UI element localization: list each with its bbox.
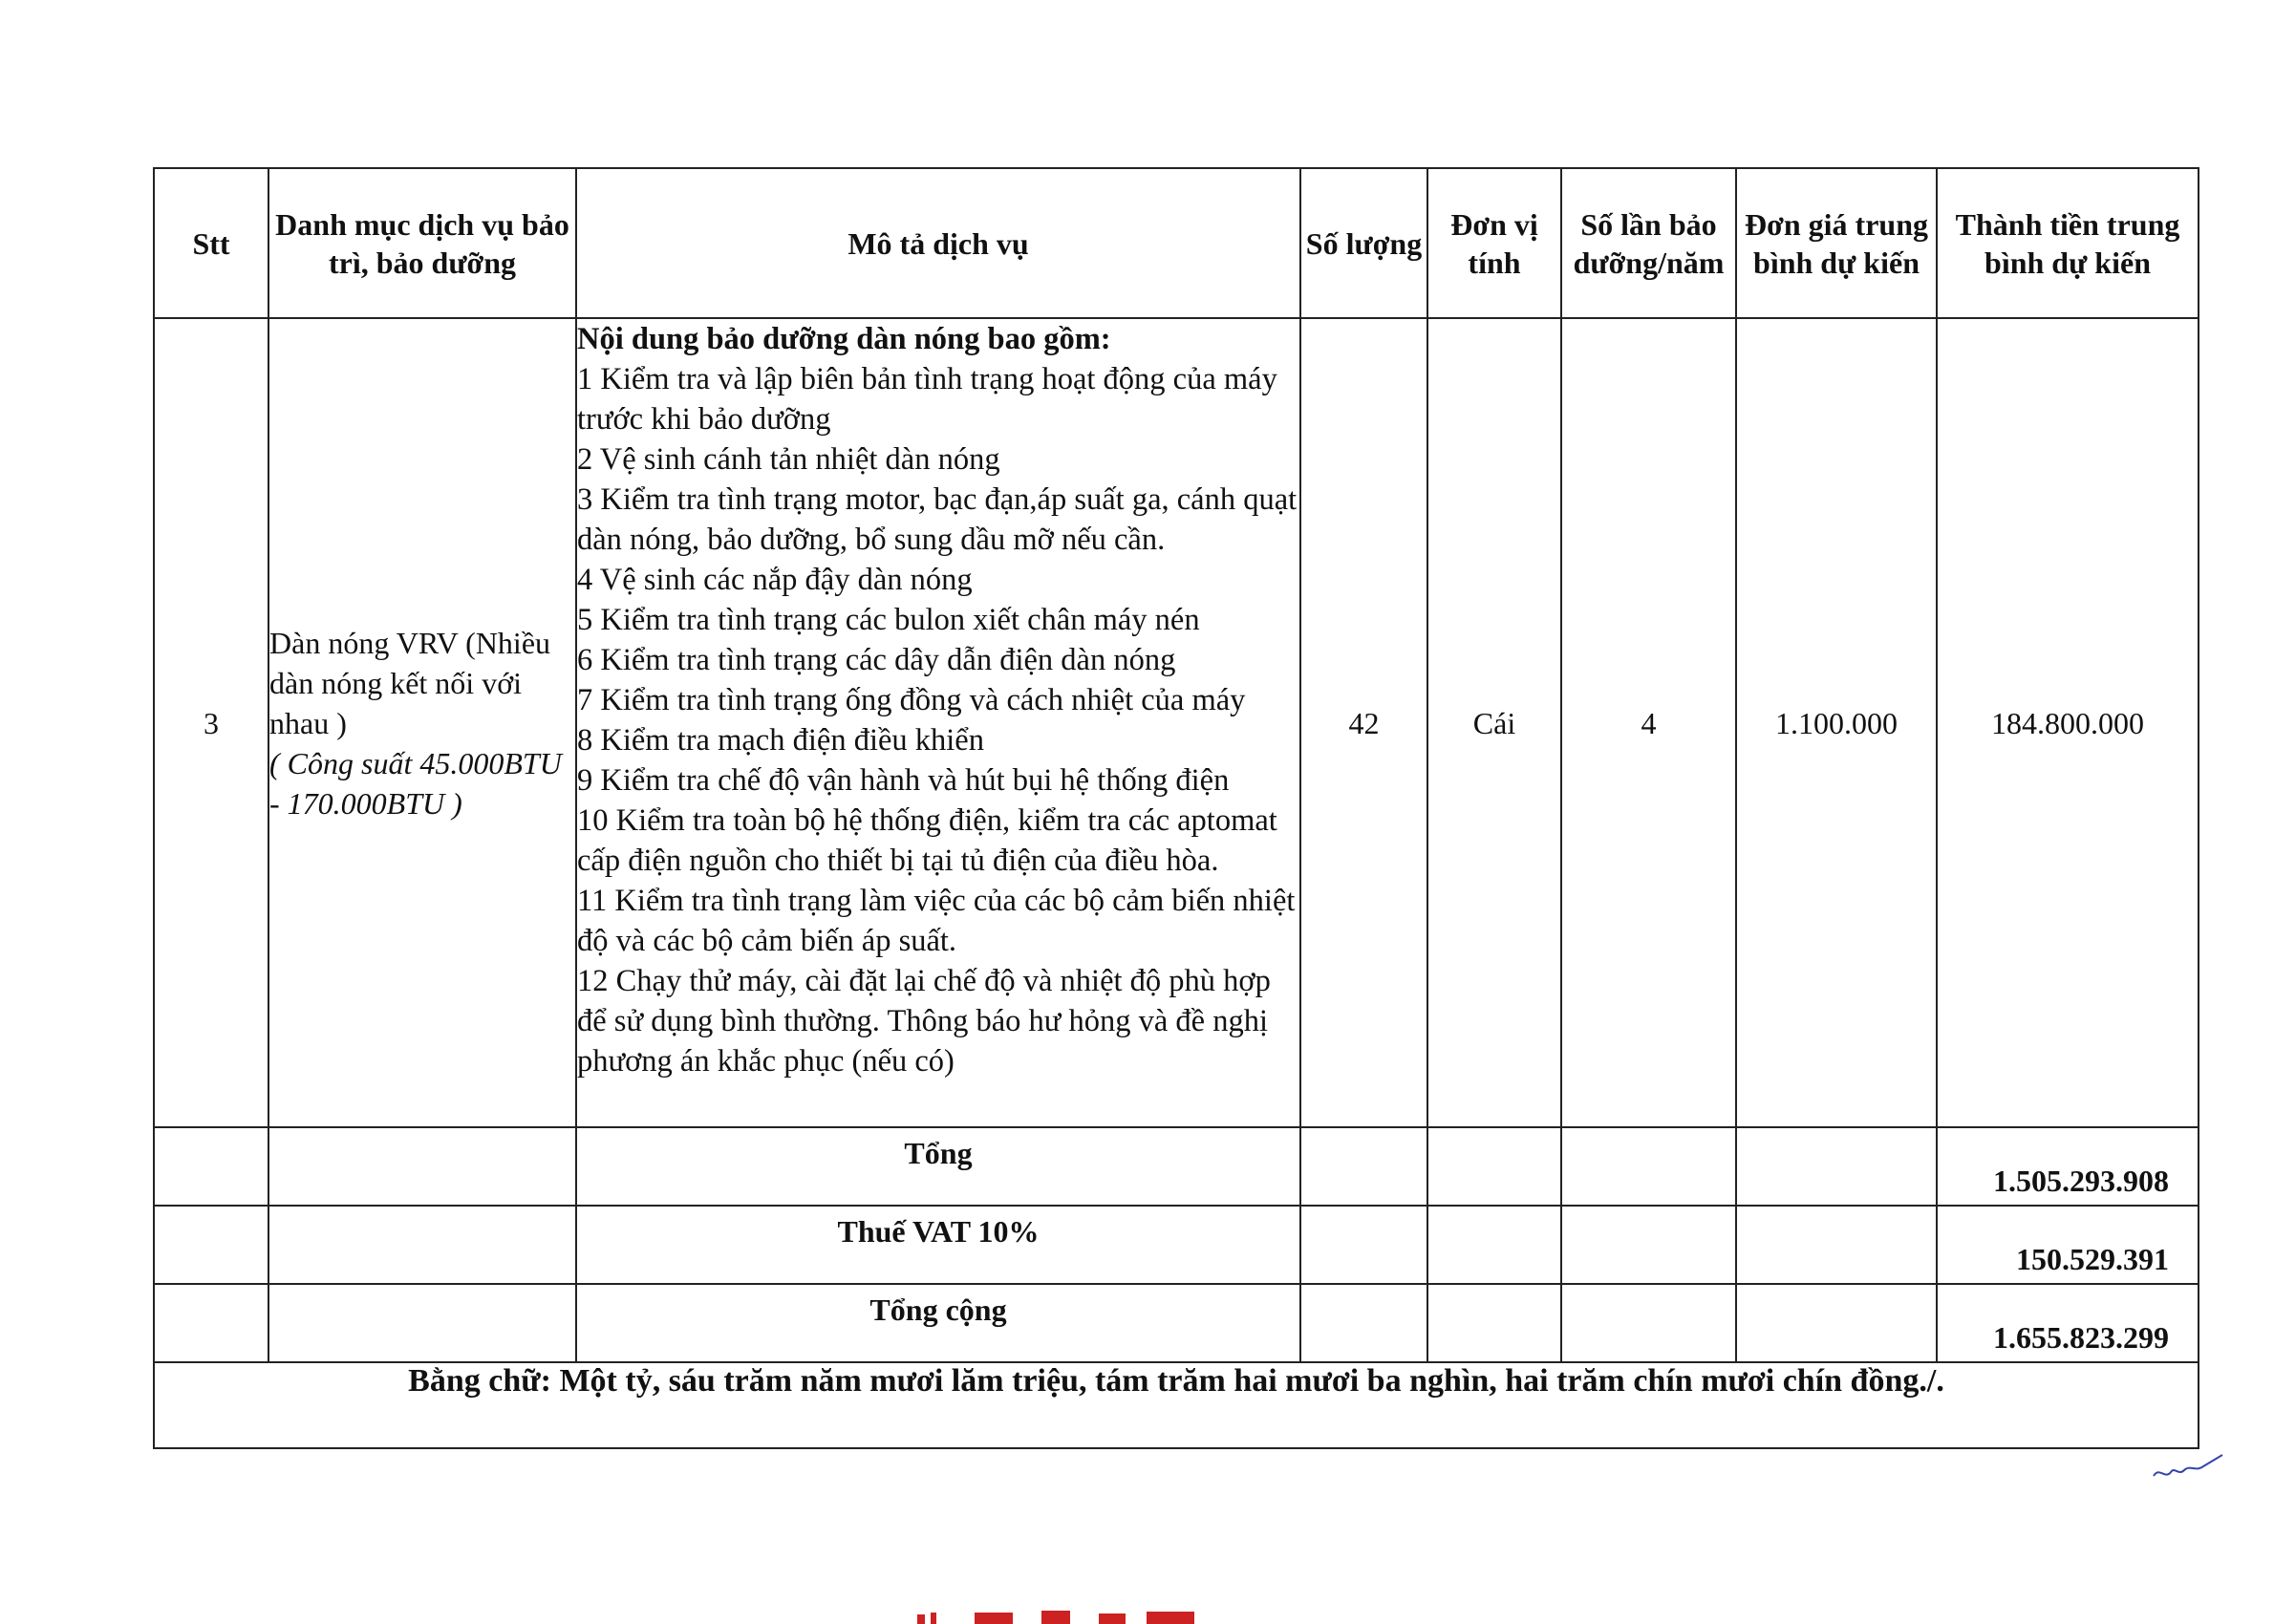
row-line-total: 184.800.000 (1937, 318, 2199, 1127)
row-stt: 3 (154, 318, 268, 1127)
row-service-name-cell (268, 318, 576, 1127)
description-item: 4 Vệ sinh các nắp đậy dàn nóng (577, 563, 973, 597)
grand-total-value: 1.655.823.299 (1937, 1284, 2199, 1362)
header-quantity: Số lượng (1300, 168, 1427, 318)
grand-total-label: Tổng cộng (576, 1284, 1300, 1362)
description-item: 11 Kiểm tra tình trạng làm việc của các bộ cảm biến nhiệt độ và các bộ cảm biến áp suất. (577, 884, 1296, 958)
header-description: Mô tả dịch vụ (576, 168, 1300, 318)
amount-in-words-row (154, 1362, 2199, 1448)
row-quantity: 42 (1300, 318, 1427, 1127)
grand-total-row (154, 1284, 2199, 1362)
vat-value: 150.529.391 (1937, 1206, 2199, 1284)
stamp-icon (917, 1605, 1233, 1624)
header-stt: Stt (154, 168, 268, 318)
row-service-name: Dàn nóng VRV (Nhiều dàn nóng kết nối với nhau ) (269, 625, 551, 740)
row-times-per-year: 4 (1561, 318, 1736, 1127)
amount-in-words: Bằng chữ: Một tỷ, sáu trăm năm mươi lăm triệu, tám trăm hai mươi ba nghìn, hai trăm chín mươi chín đồng./. (154, 1362, 2199, 1448)
description-item: 3 Kiểm tra tình trạng motor, bạc đạn,áp suất ga, cánh quạt dàn nóng, bảo dưỡng, bổ sung dầu mỡ nếu cần. (577, 482, 1298, 557)
subtotal-label: Tổng (576, 1127, 1300, 1206)
description-item: 7 Kiểm tra tình trạng ống đồng và cách nhiệt của máy (577, 683, 1246, 717)
header-service-name: Danh mục dịch vụ bảo trì, bảo dưỡng (268, 168, 576, 318)
document-page (153, 167, 2198, 1449)
description-heading: Nội dung bảo dưỡng dàn nóng bao gồm: (577, 322, 1111, 356)
subtotal-row (154, 1127, 2199, 1206)
row-service-capacity: ( Công suất 45.000BTU - 170.000BTU ) (269, 745, 562, 821)
signature-icon (2150, 1447, 2226, 1485)
description-item: 5 Kiểm tra tình trạng các bulon xiết chân máy nén (577, 603, 1200, 637)
subtotal-value: 1.505.293.908 (1937, 1127, 2199, 1206)
row-unit: Cái (1427, 318, 1561, 1127)
header-unit-price: Đơn giá trung bình dự kiến (1736, 168, 1937, 318)
header-times-per-year: Số lần bảo dưỡng/năm (1561, 168, 1736, 318)
description-item: 10 Kiểm tra toàn bộ hệ thống điện, kiểm tra các aptomat cấp điện nguồn cho thiết bị tại tủ điện của điều hòa. (577, 803, 1277, 878)
vat-row (154, 1206, 2199, 1284)
vat-label: Thuế VAT 10% (576, 1206, 1300, 1284)
description-item: 2 Vệ sinh cánh tản nhiệt dàn nóng (577, 442, 1000, 477)
description-item: 6 Kiểm tra tình trạng các dây dẫn điện dàn nóng (577, 643, 1176, 677)
description-item: 1 Kiểm tra và lập biên bản tình trạng hoạt động của máy trước khi bảo dưỡng (577, 362, 1277, 437)
header-line-total: Thành tiền trung bình dự kiến (1937, 168, 2199, 318)
description-item: 12 Chạy thử máy, cài đặt lại chế độ và nhiệt độ phù hợp để sử dụng bình thường. Thông báo hư hỏng và đề nghị phương án khắc phục (nếu có) (577, 964, 1271, 1079)
row-unit-price: 1.100.000 (1736, 318, 1937, 1127)
description-item: 9 Kiểm tra chế độ vận hành và hút bụi hệ thống điện (577, 763, 1230, 798)
table-row (154, 318, 2199, 1127)
service-cost-table (153, 167, 2199, 1449)
row-description (576, 318, 1300, 1127)
description-item: 8 Kiểm tra mạch điện điều khiển (577, 723, 984, 758)
header-unit: Đơn vị tính (1427, 168, 1561, 318)
table-header-row (154, 168, 2199, 318)
